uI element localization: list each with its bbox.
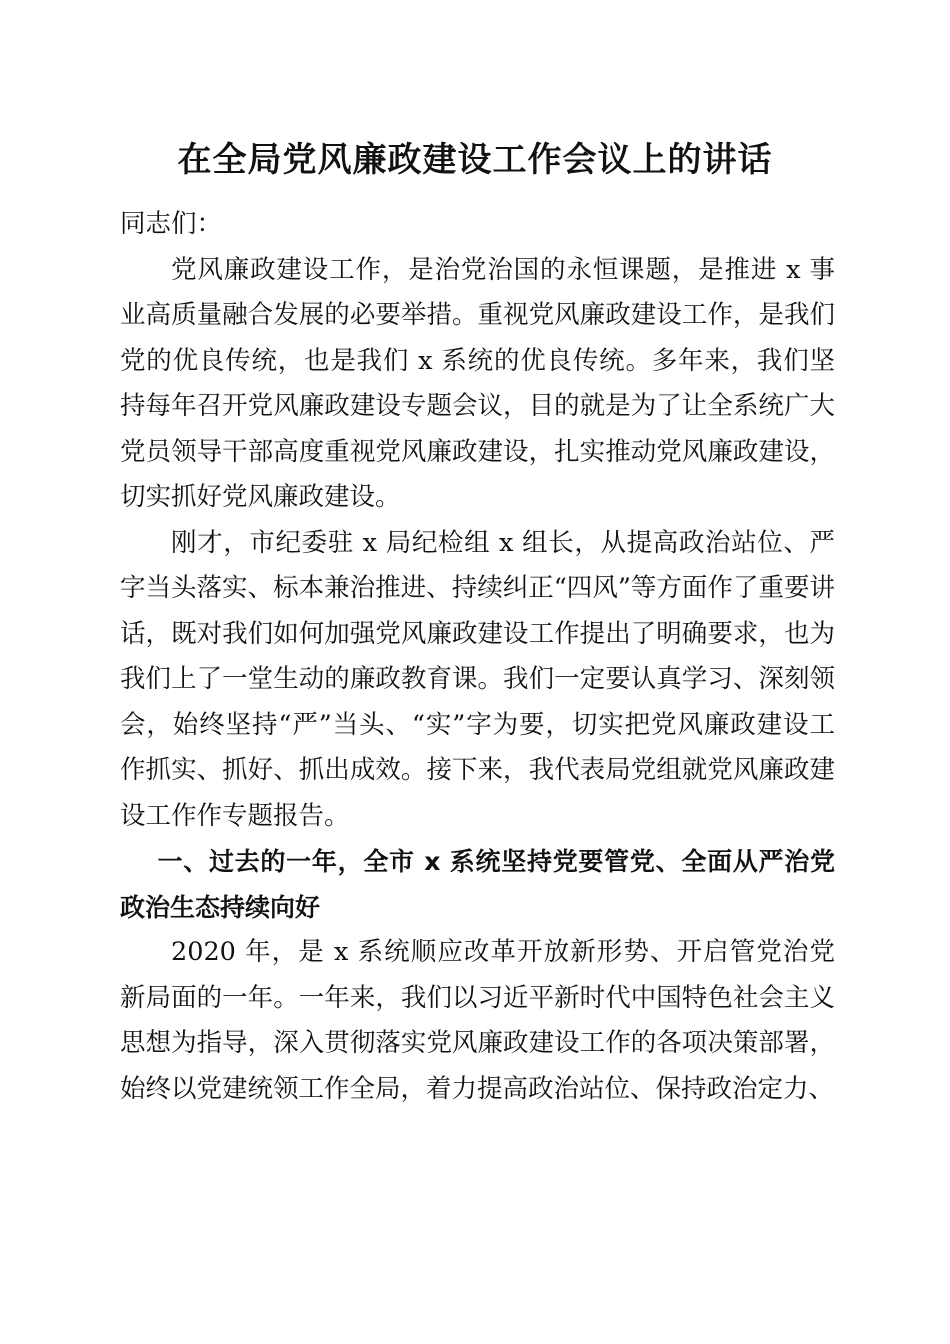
paragraph-section-1: 2020 年，是 x 系统顺应改革开放新形势、开启管党治党新局面的一年。一年来，我们以习近平新时代中国特色社会主义思想为指导，深入贯彻落实党风廉政建设工作的各项决策部署，始终以党建统领工作全局，着力提高政治站位、保持政治定力、: [120, 937, 835, 1104]
document-title: 在全局党风廉政建设工作会议上的讲话: [177, 140, 773, 180]
paragraph-intro: 党风廉政建设工作，是治党治国的永恒课题，是推进 x 事业高质量融合发展的必要举措。重视党风廉政建设工作，是我们党的优良传统，也是我们 x 系统的优良传统。多年来，我们坚持每年召开党风廉政建设专题会议，目的就是为了让全系统广大党员领导干部高度重视党风廉政建设，扎实推动党风廉政建设，切实抓好党风廉政建设。: [120, 254, 835, 512]
section-heading-1: 一、过去的一年，全市 x 系统坚持党要管党、全面从严治党政治生态持续向好: [120, 847, 835, 922]
document-body: [120, 202, 835, 1112]
paragraph-remarks: 刚才，市纪委驻 x 局纪检组 x 组长，从提高政治站位、严字当头落实、标本兼治推进、持续纠正“四风”等方面作了重要讲话，既对我们如何加强党风廉政建设工作提出了明确要求，也为我们上了一堂生动的廉政教育课。我们一定要认真学习、深刻领会，始终坚持“严”当头、“实”字为要，切实把党风廉政建设工作抓实、抓好、抓出成效。接下来，我代表局党组就党风廉政建设工作作专题报告。: [120, 527, 835, 831]
salutation: 同志们：: [120, 209, 223, 239]
